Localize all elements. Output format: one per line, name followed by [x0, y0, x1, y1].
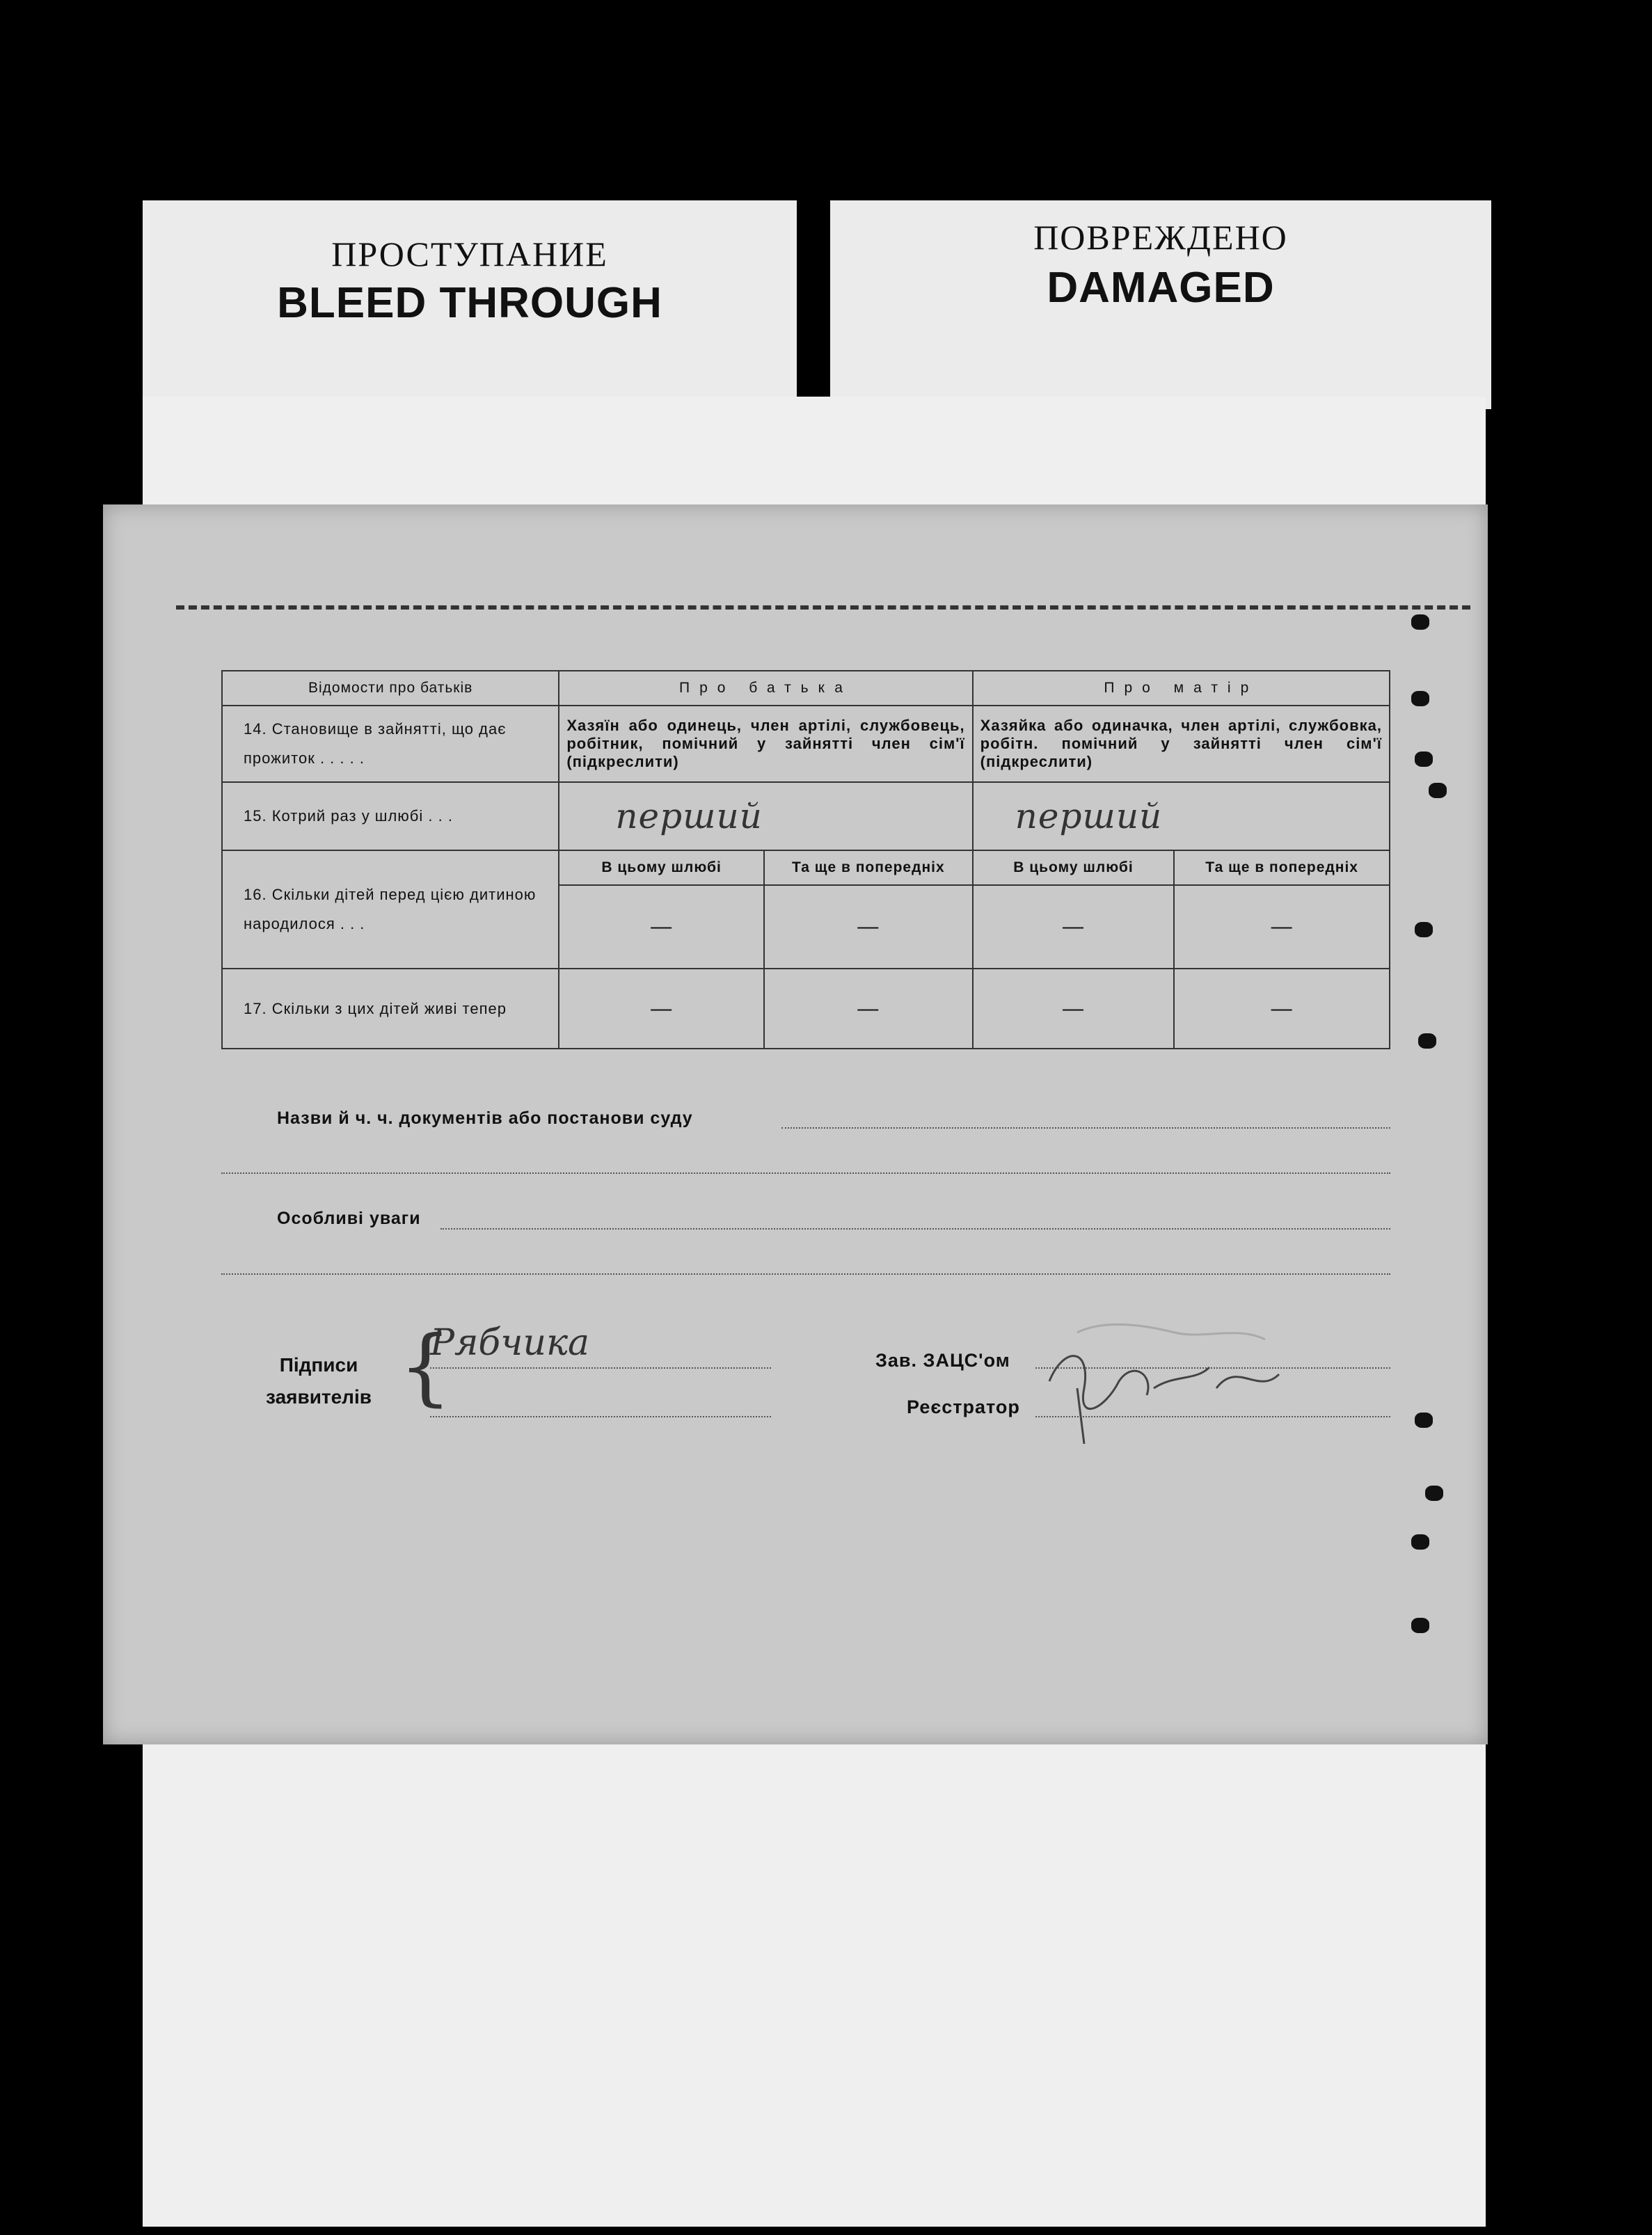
damage-spot — [1415, 922, 1433, 937]
row-subheaders — [222, 850, 1390, 885]
damage-spot — [1425, 1486, 1443, 1501]
damage-spot — [1415, 751, 1433, 767]
children-born-father-this: — — [559, 885, 764, 969]
row-15 — [222, 782, 1390, 850]
mother-previous-header: Та ще в попередніх — [1174, 850, 1390, 885]
question-16: 16. Скільки дітей перед цією дитиною народилося . . . — [222, 850, 559, 969]
damage-spot — [1411, 691, 1429, 706]
father-marriage-number: перший — [559, 782, 972, 850]
children-alive-father-this: — — [559, 969, 764, 1049]
mother-this-marriage-header: В цьому шлюбі — [973, 850, 1175, 885]
documents-line-2 — [221, 1172, 1390, 1174]
signature-brace: { — [399, 1319, 452, 1415]
remarks-line-1 — [440, 1228, 1390, 1230]
children-alive-mother-this: — — [973, 969, 1175, 1049]
registrar-signature-scribble — [1035, 1319, 1328, 1458]
row-17 — [222, 969, 1390, 1049]
children-alive-father-prev: — — [764, 969, 973, 1049]
mother-marriage-number: перший — [973, 782, 1390, 850]
damage-spot — [1411, 1618, 1429, 1633]
father-occupation-options: Хазяїн або одинець, член артілі, службовець, робітник, помічний у зайнятті член сім'ї (підкреслити) — [559, 706, 972, 782]
mother-occupation-options: Хазяйка або одиначка, член артілі, службовка, робітн. помічний у зайнятті член сім'ї (підкреслити) — [973, 706, 1390, 782]
applicants-signature-label: Підписи заявителів — [266, 1354, 372, 1408]
remarks-label: Особливі уваги — [277, 1209, 421, 1228]
father-this-marriage-header: В цьому шлюбі — [559, 850, 764, 885]
parents-info-table — [221, 670, 1390, 1049]
head-of-registry-label: Зав. ЗАЦС'ом — [875, 1350, 1010, 1371]
bleed-through-card — [143, 200, 797, 402]
question-15: 15. Котрий раз у шлюбі . . . — [222, 782, 559, 850]
documents-label: Назви й ч. ч. документів або постанови суду — [277, 1108, 693, 1128]
question-17: 17. Скільки з цих дітей живі тепер — [222, 969, 559, 1049]
registrar-label: Реєстратор — [907, 1397, 1020, 1417]
damage-spot — [1429, 783, 1447, 798]
row-14 — [222, 706, 1390, 782]
father-previous-header: Та ще в попередніх — [764, 850, 973, 885]
bleed-through-ru: ПРОСТУПАНИЕ — [331, 234, 608, 273]
header-mother: Про матір — [973, 671, 1390, 706]
applicant-signature: Рябчика — [430, 1322, 590, 1364]
damage-spot — [1415, 1413, 1433, 1428]
damaged-en: DAMAGED — [1047, 264, 1275, 312]
children-alive-mother-prev: — — [1174, 969, 1390, 1049]
damage-spot — [1418, 1033, 1436, 1049]
damage-spot — [1411, 1534, 1429, 1550]
registration-form-sheet — [103, 504, 1488, 1744]
damaged-ru: ПОВРЕЖДЕНО — [1033, 218, 1288, 257]
header-father: Про батька — [559, 671, 972, 706]
children-born-father-prev: — — [764, 885, 973, 969]
damage-spot — [1411, 614, 1429, 630]
applicant-signature-line-2 — [430, 1416, 771, 1417]
children-born-mother-this: — — [973, 885, 1175, 969]
remarks-line-2 — [221, 1273, 1390, 1275]
documents-line-1 — [781, 1127, 1390, 1129]
damaged-card — [830, 200, 1491, 409]
perforation-line — [176, 605, 1470, 610]
question-14: 14. Становище в зайнятті, що дає прожиток . . . . . — [222, 706, 559, 782]
applicant-signature-line-1 — [430, 1367, 771, 1369]
header-info: Відомости про батьків — [222, 671, 559, 706]
table-header-row — [222, 671, 1390, 706]
bleed-through-en: BLEED THROUGH — [277, 279, 662, 327]
children-born-mother-prev: — — [1174, 885, 1390, 969]
